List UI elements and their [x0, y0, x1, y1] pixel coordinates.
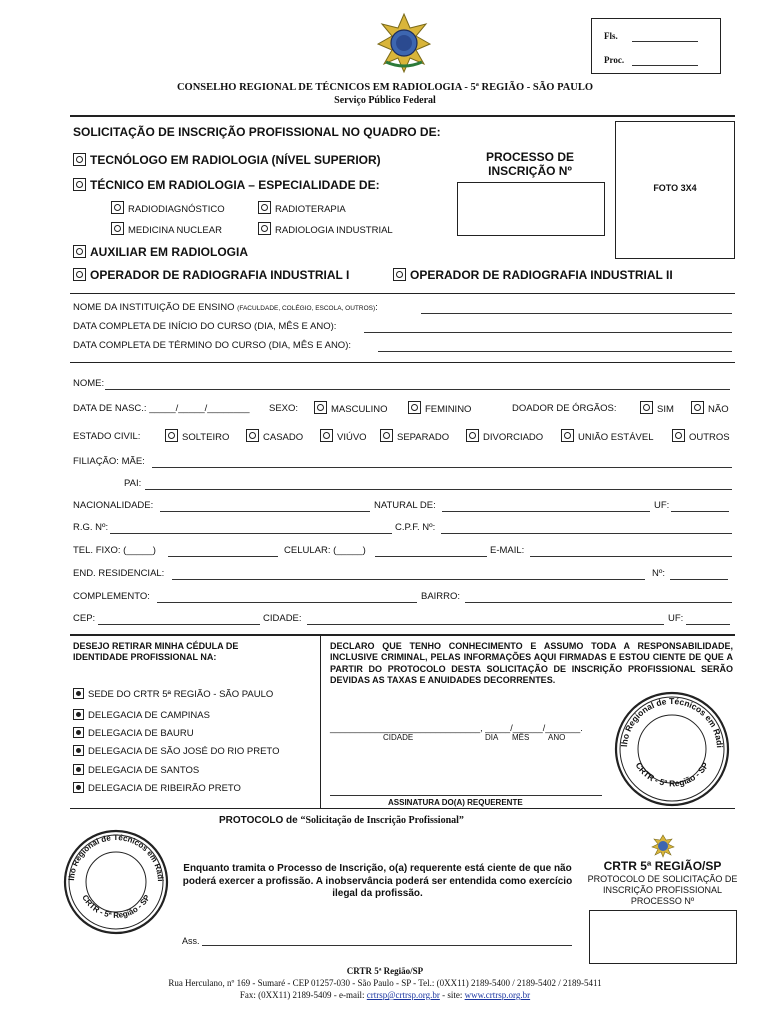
ass-label: Ass.: [182, 936, 200, 946]
pickup-option-label: DELEGACIA DE BAURU: [88, 728, 194, 739]
cidade-label: CIDADE:: [263, 613, 302, 624]
svg-text:CRTR - 5ª Região - SP: [634, 760, 711, 788]
sexo-label: SEXO:: [269, 403, 299, 414]
cep-label: CEP:: [73, 613, 96, 624]
option-outros[interactable]: OUTROS: [672, 429, 730, 443]
footer-address: Rua Herculano, nº 169 - Sumaré - CEP 01257-030 - São Paulo - SP - Tel.: (0XX11) 2189-5400 / 2189-5402 / 2189-5411: [168, 978, 602, 988]
option-nao[interactable]: NÃO: [691, 401, 729, 415]
option-radiologia-industrial[interactable]: RADIOLOGIA INDUSTRIAL: [258, 222, 393, 236]
celular-line[interactable]: [375, 556, 487, 557]
checkbox[interactable]: [73, 178, 86, 191]
proc-line[interactable]: [632, 65, 698, 66]
pickup-option[interactable]: [73, 764, 199, 776]
bairro-line[interactable]: [465, 602, 732, 603]
endereco-label: END. RESIDENCIAL:: [73, 568, 165, 579]
nacionalidade-label: NACIONALIDADE:: [73, 500, 154, 511]
processo-label: PROCESSO DE INSCRIÇÃO Nº: [485, 150, 575, 178]
option-operador-1[interactable]: OPERADOR DE RADIOGRAFIA INDUSTRIAL I: [73, 268, 349, 282]
header-divider: [70, 115, 735, 117]
pickup-option[interactable]: [73, 782, 241, 794]
checkbox[interactable]: [380, 429, 393, 442]
estado-civil-label: ESTADO CIVIL:: [73, 431, 141, 442]
pickup-option[interactable]: [73, 745, 279, 757]
option-tecnologo[interactable]: TECNÓLOGO EM RADIOLOGIA (NÍVEL SUPERIOR): [73, 153, 381, 167]
pickup-option-label: DELEGACIA DE RIBEIRÃO PRETO: [88, 783, 241, 794]
protocolo-box[interactable]: [589, 910, 737, 964]
ano-caption: ANO: [548, 733, 566, 742]
checkbox[interactable]: [672, 429, 685, 442]
photo-label: FOTO 3X4: [653, 183, 697, 193]
section-divider: [70, 634, 735, 636]
option-tecnico[interactable]: TÉCNICO EM RADIOLOGIA – ESPECIALIDADE DE:: [73, 178, 380, 192]
inicio-line[interactable]: [364, 332, 732, 333]
option-masculino[interactable]: MASCULINO: [314, 401, 387, 415]
checkbox[interactable]: [73, 782, 84, 793]
email-label: E-MAIL:: [490, 545, 525, 556]
nacionalidade-line[interactable]: [160, 511, 370, 512]
option-divorciado[interactable]: DIVORCIADO: [466, 429, 543, 443]
mae-line[interactable]: [152, 467, 732, 468]
stamp-bottom-text: CRTR - 5ª Região - SP: [80, 893, 152, 920]
checkbox[interactable]: [691, 401, 704, 414]
nome-line[interactable]: [105, 389, 730, 390]
option-radioterapia[interactable]: RADIOTERAPIA: [258, 201, 346, 215]
cpf-line[interactable]: [441, 533, 732, 534]
tel-line[interactable]: [168, 556, 278, 557]
option-viuvo[interactable]: VIÚVO: [320, 429, 367, 443]
signature-line[interactable]: [330, 795, 602, 796]
pickup-option-label: DELEGACIA DE CAMPINAS: [88, 710, 210, 721]
option-solteiro[interactable]: SOLTEIRO: [165, 429, 229, 443]
protocolo-label: PROTOCOLO DE SOLICITAÇÃO DE INSCRIÇÃO PROFISSIONAL PROCESSO Nº: [587, 874, 738, 906]
checkbox[interactable]: [320, 429, 333, 442]
checkbox[interactable]: [73, 727, 84, 738]
pickup-option-label: DELEGACIA DE SÃO JOSÉ DO RIO PRETO: [88, 746, 280, 757]
natural-line[interactable]: [442, 511, 650, 512]
checkbox[interactable]: [258, 222, 271, 235]
termino-line[interactable]: [378, 351, 732, 352]
option-uniao-estavel[interactable]: UNIÃO ESTÁVEL: [561, 429, 654, 443]
email-line[interactable]: [530, 556, 732, 557]
footer-org: CRTR 5ª Região/SP: [346, 966, 424, 976]
checkbox[interactable]: [73, 745, 84, 756]
inicio-field: DATA COMPLETA DE INÍCIO DO CURSO (DIA, MÊS E ANO):: [73, 321, 337, 332]
rg-line[interactable]: [110, 533, 392, 534]
bairro-label: BAIRRO:: [421, 591, 461, 602]
section-divider: [70, 293, 735, 294]
data-nasc-field[interactable]: DATA DE NASC.: _____/_____/________: [73, 403, 250, 414]
date-line[interactable]: ______________________________, _____/______/_______.: [330, 723, 583, 733]
checkbox[interactable]: [408, 401, 421, 414]
checkbox[interactable]: [561, 429, 574, 442]
uf2-label: UF:: [668, 613, 684, 624]
coat-of-arms-logo: [372, 12, 436, 74]
ass-line[interactable]: [202, 945, 572, 946]
checkbox[interactable]: [314, 401, 327, 414]
pickup-option[interactable]: [73, 688, 273, 700]
mae-label: FILIAÇÃO: MÃE:: [73, 456, 145, 467]
cidade-line[interactable]: [307, 624, 664, 625]
proc-label: Proc.: [604, 55, 625, 65]
column-divider: [320, 634, 321, 808]
natural-label: NATURAL DE:: [374, 500, 436, 511]
pickup-option[interactable]: [73, 727, 194, 739]
council-title: CONSELHO REGIONAL DE TÉCNICOS EM RADIOLOGIA - 5ª REGIÃO - SÃO PAULO: [176, 82, 594, 93]
declaration-text: DECLARO QUE TENHO CONHECIMENTO E ASSUMO TODA A RESPONSABILIDADE, INCLUSIVE CRIMINAL, PELAS INFORMAÇÕES AQUI FIRMADAS E ESTOU CIENTE DE QUE A PARTIR DO PROTOCOLO DESTA SOLICITAÇÃO DE INSCRIÇÃO PROFISSIONAL SERÃO DEVIDAS AS TAXAS E ANUIDADES DECORRENTES.: [330, 641, 733, 685]
pai-line[interactable]: [145, 489, 732, 490]
section-divider: [70, 808, 735, 809]
option-casado[interactable]: CASADO: [246, 429, 303, 443]
endereco-line[interactable]: [172, 579, 645, 580]
numero-line[interactable]: [670, 579, 728, 580]
instituicao-field: NOME DA INSTITUIÇÃO DE ENSINO (FACULDADE, COLÉGIO, ESCOLA, OUTROS):: [73, 302, 378, 313]
complemento-line[interactable]: [157, 602, 417, 603]
numero-label: Nº:: [652, 568, 665, 579]
checkbox[interactable]: [466, 429, 479, 442]
footer-contact: Fax: (0XX11) 2189-5409 - e-mail: crtrsp@crtrsp.org.br - site: www.crtrsp.org.br: [239, 990, 531, 1000]
fls-label: Fls.: [604, 31, 618, 41]
footer-site-link[interactable]: www.crtrsp.org.br: [464, 990, 531, 1000]
option-radiodiagnostico[interactable]: RADIODIAGNÓSTICO: [111, 201, 225, 215]
option-auxiliar[interactable]: AUXILIAR EM RADIOLOGIA: [73, 245, 248, 259]
section-divider: [70, 362, 735, 363]
option-operador-2[interactable]: OPERADOR DE RADIOGRAFIA INDUSTRIAL II: [393, 268, 673, 282]
official-stamp: [613, 690, 731, 808]
rg-label: R.G. Nº:: [73, 522, 109, 533]
cep-line[interactable]: [98, 624, 260, 625]
uf2-line[interactable]: [686, 624, 730, 625]
fls-line[interactable]: [632, 41, 698, 42]
checkbox[interactable]: [246, 429, 259, 442]
pickup-option-label: SEDE DO CRTR 5ª REGIÃO - SÃO PAULO: [88, 689, 274, 700]
complemento-label: COMPLEMENTO:: [73, 591, 150, 602]
option-feminino[interactable]: FEMININO: [408, 401, 471, 415]
nome-label: NOME:: [73, 378, 105, 389]
checkbox[interactable]: [111, 201, 124, 214]
checkbox[interactable]: [73, 709, 84, 720]
option-medicina-nuclear[interactable]: MEDICINA NUCLEAR: [111, 222, 222, 236]
checkbox[interactable]: [73, 268, 86, 281]
uf-label: UF:: [654, 500, 670, 511]
cpf-label: C.P.F. Nº:: [395, 522, 436, 533]
checkbox[interactable]: [111, 222, 124, 235]
service-subtitle: Serviço Público Federal: [334, 95, 436, 106]
signature-caption: ASSINATURA DO(A) REQUERENTE: [388, 798, 523, 807]
option-sim[interactable]: SIM: [640, 401, 674, 415]
request-title: SOLICITAÇÃO DE INSCRIÇÃO PROFISSIONAL NO QUADRO DE:: [73, 125, 441, 139]
checkbox[interactable]: [73, 245, 86, 258]
protocol-text: Enquanto tramita o Processo de Inscrição, o(a) requerente está ciente de que não poderá exercer a profissão. A inobservância poderá ser entendida como exercício ilegal da profissão.: [182, 863, 573, 899]
checkbox[interactable]: [393, 268, 406, 281]
mes-caption: MÊS: [512, 733, 530, 742]
protocol-title: PROTOCOLO de “Solicitação de Inscrição Profissional”: [219, 815, 464, 826]
celular-label: CELULAR: (_____): [284, 545, 366, 556]
option-separado[interactable]: SEPARADO: [380, 429, 449, 443]
checkbox[interactable]: [73, 153, 86, 166]
checkbox[interactable]: [73, 764, 84, 775]
footer-email-link[interactable]: crtrsp@crtrsp.org.br: [366, 990, 440, 1000]
checkbox[interactable]: [165, 429, 178, 442]
doador-label: DOADOR DE ÓRGÃOS:: [512, 403, 617, 414]
pickup-title: DESEJO RETIRAR MINHA CÉDULA DE IDENTIDADE PROFISSIONAL NA:: [73, 641, 239, 662]
pickup-option[interactable]: [73, 709, 210, 721]
fls-proc-box: [591, 18, 721, 74]
uf-line[interactable]: [671, 511, 729, 512]
svg-text:CRTR - 5ª Região - SP: [80, 893, 152, 920]
pai-label: PAI:: [124, 478, 142, 489]
stamp-bottom-text: CRTR - 5ª Região - SP: [633, 760, 711, 789]
stamp-top-text: lho Regional de Técnicos em Radi: [619, 695, 725, 749]
checkbox[interactable]: [640, 401, 653, 414]
tel-label: TEL. FIXO: (_____): [73, 545, 156, 556]
instituicao-line[interactable]: [421, 313, 732, 314]
pickup-option-label: DELEGACIA DE SANTOS: [88, 765, 200, 776]
termino-field: DATA COMPLETA DE TÉRMINO DO CURSO (DIA, MÊS E ANO):: [73, 340, 352, 351]
photo-box: [615, 121, 735, 259]
processo-box[interactable]: [457, 182, 605, 236]
cidade-caption: CIDADE: [383, 733, 414, 742]
checkbox[interactable]: [258, 201, 271, 214]
small-coat-of-arms: [650, 834, 676, 858]
protocol-stamp: [62, 828, 170, 936]
dia-caption: DIA: [485, 733, 499, 742]
crtr-title: CRTR 5ª REGIÃO/SP: [603, 859, 722, 873]
stamp-top-text: lho Regional de Técnicos em Radi: [67, 832, 166, 882]
checkbox[interactable]: [73, 688, 84, 699]
